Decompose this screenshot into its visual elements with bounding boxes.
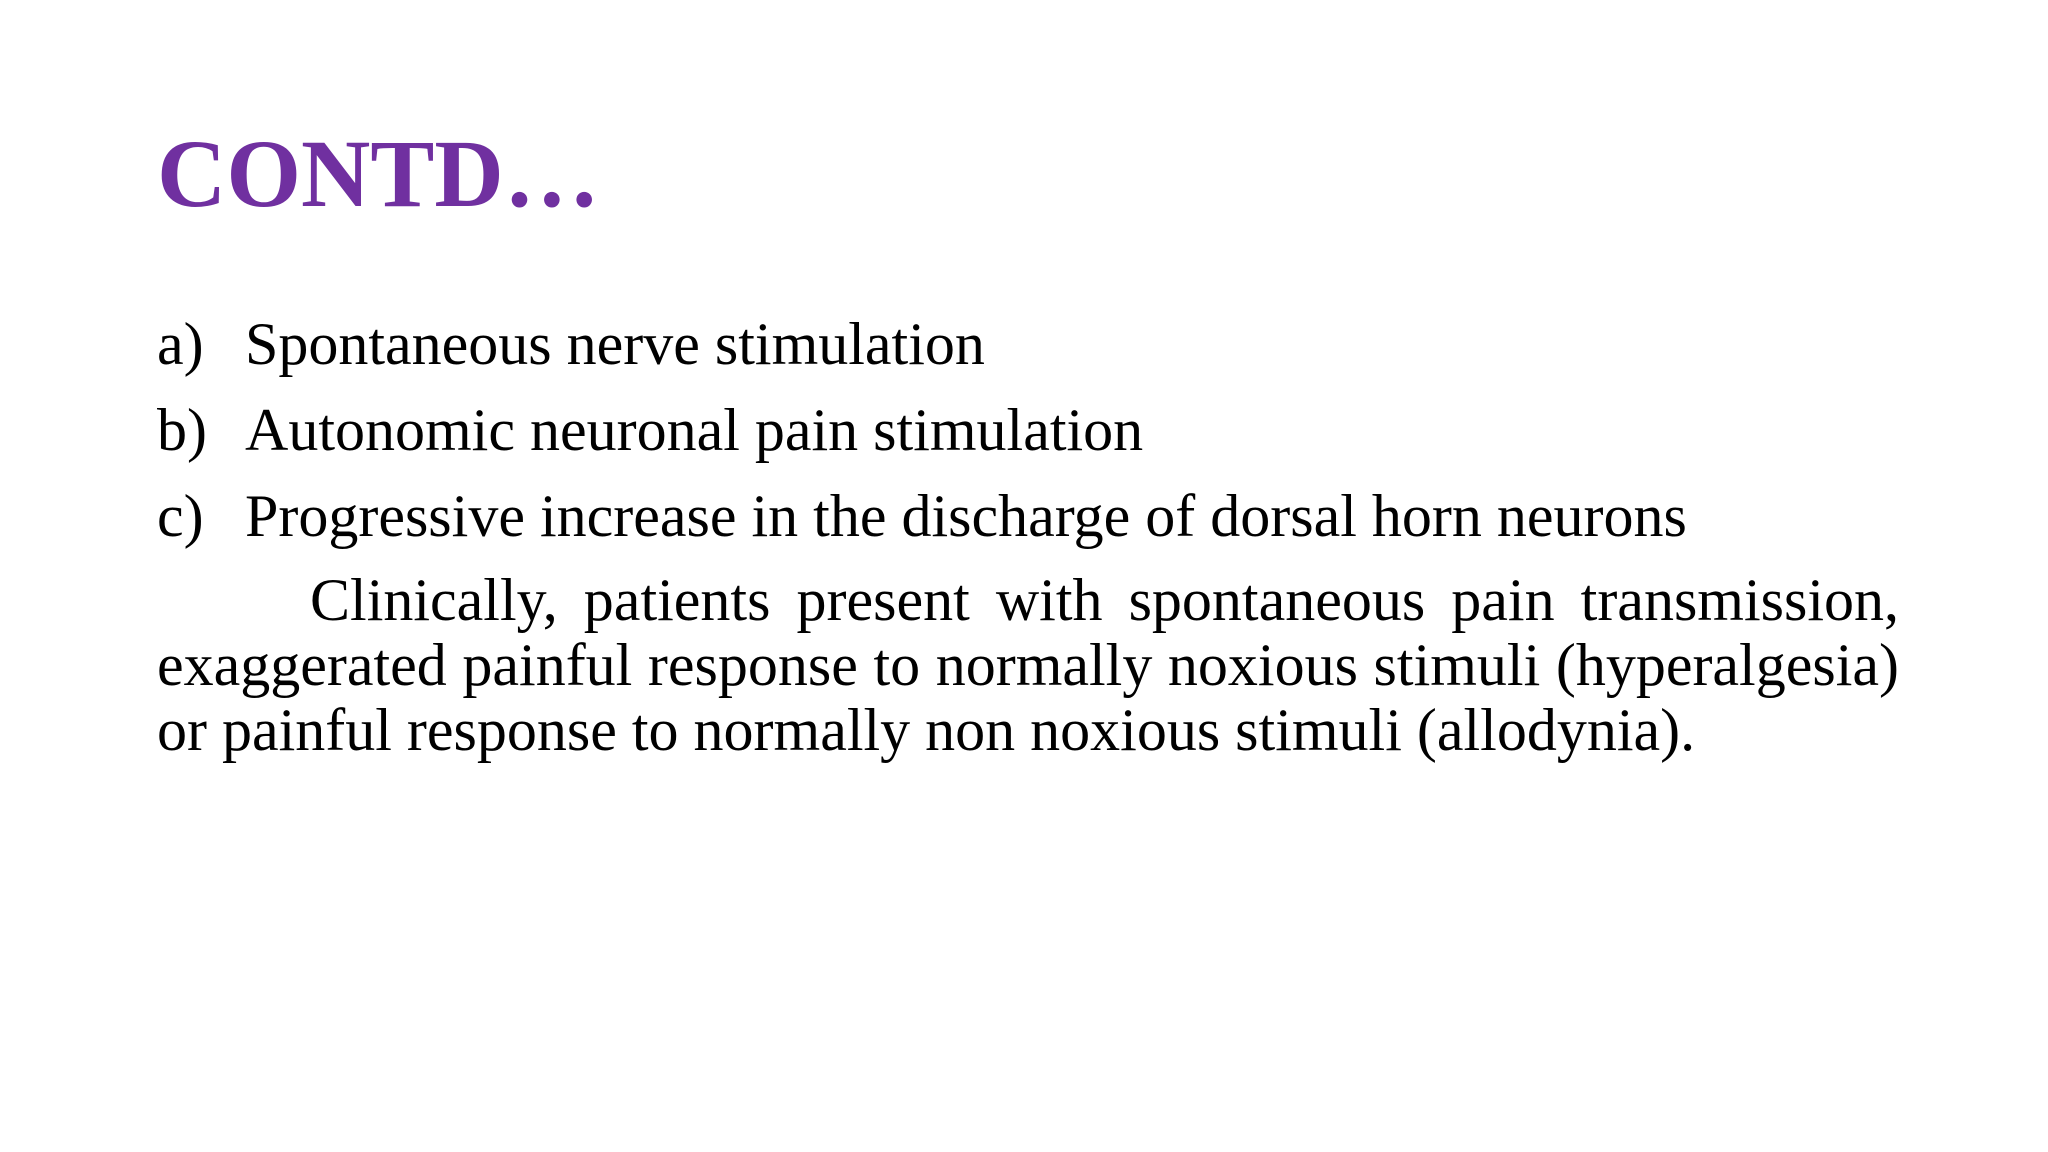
list-item bbox=[157, 482, 1899, 568]
list-item-text: Autonomic neuronal pain stimulation bbox=[245, 397, 1144, 463]
list-item-text: Spontaneous nerve stimulation bbox=[245, 311, 985, 377]
list-marker: b) bbox=[157, 397, 207, 463]
list-item-text: Progressive increase in the discharge of dorsal horn neurons bbox=[245, 483, 1687, 549]
slide-title: CONTD… bbox=[157, 120, 600, 227]
bullet-list bbox=[157, 310, 1899, 568]
slide-content bbox=[157, 310, 1899, 763]
list-marker: a) bbox=[157, 311, 204, 377]
list-item bbox=[157, 310, 1899, 396]
list-marker: c) bbox=[157, 483, 204, 549]
body-paragraph: Clinically, patients present with spontaneous pain transmission, exaggerated painful response to normally noxious stimuli (hyperalgesia) or painful response to normally non noxious stimuli (allodynia). bbox=[157, 567, 1899, 763]
list-item bbox=[157, 396, 1899, 482]
